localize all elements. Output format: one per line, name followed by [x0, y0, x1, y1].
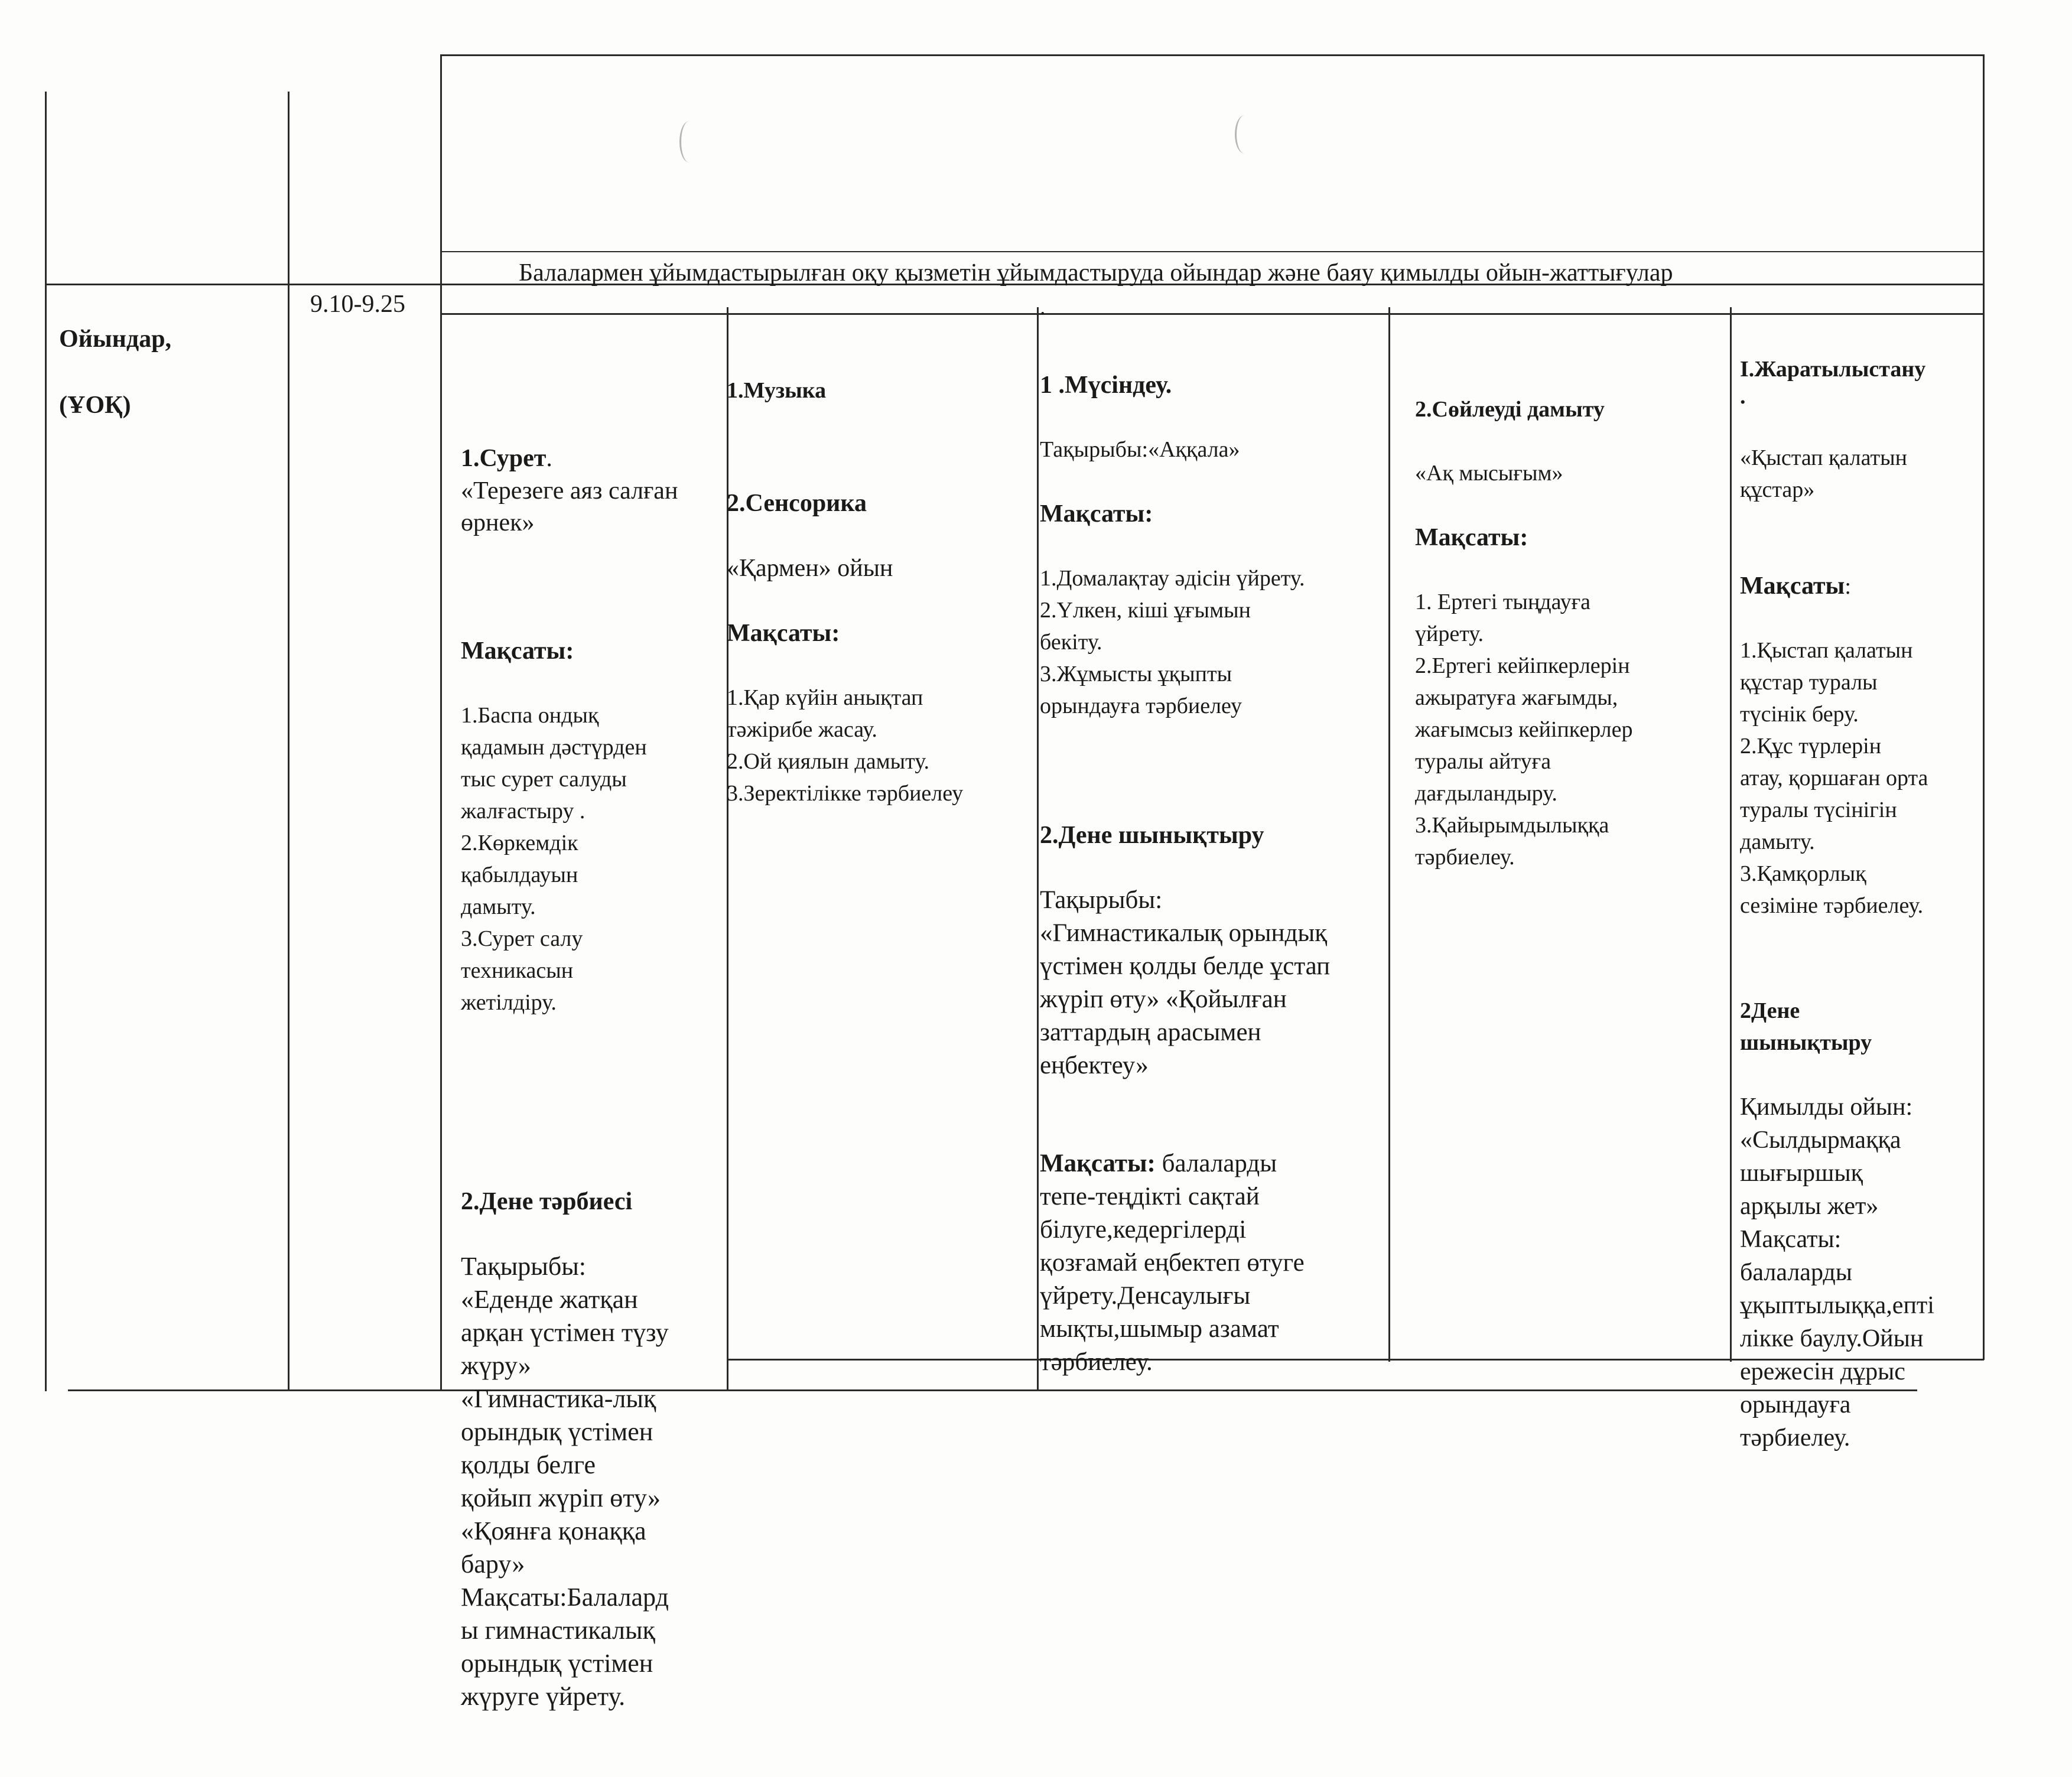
day-1-text-2: 1.Баспа ондық қадамын дәстүрден тыс сурет салуды жалғастыру . 2.Көркемдік қабылдауын дамыту. 3.Сурет салу техникасын жетілдіру. — [461, 703, 647, 1015]
day-1-block-1 — [461, 410, 721, 571]
day-1-text-1: «Терезеге аяз салған өрнек» — [461, 477, 678, 536]
outer-right-border — [1983, 54, 1985, 1360]
top-border-right — [440, 54, 1984, 56]
col-line-2 — [288, 92, 290, 1391]
day-5-title-3: 2Дене шынықтыру — [1740, 998, 1872, 1055]
col-line-5 — [1037, 307, 1039, 1391]
day-4-title-1: 2.Сөйлеуді дамыту — [1415, 397, 1605, 422]
col-line-1 — [45, 92, 47, 1391]
faint-mark — [679, 121, 699, 162]
activities-heading — [519, 256, 1984, 289]
day-2-text-3: 1.Қар күйін анықтап тәжірибе жасау. 2.Ой қиялын дамыту. 3.Зеректілікке тәрбиелеу — [727, 685, 964, 806]
day-4-text-1: «Ақ мысығым» — [1415, 461, 1563, 486]
col-line-3 — [440, 54, 442, 1391]
day-1-cell — [461, 378, 721, 1777]
day-3-text-4: балаларды тепе-теңдікті сақтай білуге,кедергілерді қозғамай еңбектеп өтуге үйрету.Денсаулығы мықты,шымыр азамат тәрбиелеу. — [1040, 1150, 1305, 1376]
day-1-title-1-tail: . — [546, 445, 552, 472]
day-4-cell — [1415, 362, 1728, 905]
col-line-6 — [1388, 307, 1390, 1362]
day-3-text-2: 1.Домалақтау әдісін үйрету. 2.Үлкен, кіші ұғымын бекіту. 3.Жұмысты ұқыпты орындауға тәрбиелеу — [1040, 566, 1305, 718]
day-1-title-2: Мақсаты: — [461, 637, 574, 665]
day-2-title-1: 1.Музыка — [727, 378, 827, 403]
day-3-title-2: Мақсаты: — [1040, 500, 1153, 528]
row-label-line2: (ҰОҚ) — [59, 392, 131, 419]
day-3-title-4: Мақсаты: — [1040, 1150, 1156, 1177]
day-4-title-2: Мақсаты: — [1415, 524, 1528, 551]
day-1-block-3 — [461, 1153, 721, 1745]
row-label — [59, 289, 278, 455]
day-4-text-2: 1. Ертегі тыңдауға үйрету. 2.Ертегі кейіпкерлерін ажыратуға жағымды, жағымсыз кейіпкерлер туралы айтуға дағдыландыру. 3.Қайырымдылыққа тәрбиелеу. — [1415, 590, 1633, 870]
day-5-goal-heading — [1740, 538, 1982, 603]
day-3-goal — [1040, 1114, 1388, 1379]
day-3-text-1: Тақырыбы:«Аққала» — [1040, 437, 1240, 462]
day-3-cell — [1040, 337, 1388, 1411]
day-5-cell — [1740, 324, 1982, 1486]
faint-mark — [1235, 115, 1254, 154]
day-5-title-2-tail: : — [1845, 574, 1851, 599]
top-subrow-line — [440, 251, 1984, 252]
day-2-cell — [727, 343, 1034, 841]
heading-text: Балалармен ұйымдастырылған оқу қызметін ұйымдастыруда ойындар және баяу қимылды ойын-жаттығулар — [519, 259, 1673, 287]
heading-underline — [440, 313, 1984, 315]
day-5-title-1: І.Жаратылыстану . — [1740, 357, 1926, 409]
day-1-title-3: 2.Дене тәрбиесі — [461, 1188, 633, 1215]
day-1-block-2 — [461, 603, 721, 1050]
row-label-line1: Ойындар, — [59, 326, 171, 353]
day-3-title-1: 1 .Мүсіндеу. — [1040, 372, 1172, 399]
day-3-title-3: 2.Дене шынықтыру — [1040, 822, 1264, 849]
day-2-title-2: 2.Сенсорика — [727, 490, 867, 517]
day-1-title-1: 1.Сурет — [461, 445, 547, 472]
bottom-border — [68, 1389, 1917, 1391]
day-3-text-3: Тақырыбы: «Гимнастикалық орындық үстімен қолды белде ұстап жүріп өту» «Қойылған заттардың арасымен еңбектеу» — [1040, 886, 1331, 1079]
col-line-7 — [1730, 307, 1732, 1362]
day-2-title-3: Мақсаты: — [727, 620, 840, 647]
day-2-text-2: «Қармен» ойын — [727, 555, 893, 582]
day-5-title-2: Мақсаты — [1740, 572, 1845, 600]
day-5-text-3: Қимылды ойын: «Сылдырмаққа шығыршық арқылы жет» Мақсаты: балаларды ұқыптылыққа,епті лікке баулу.Ойын ережесін дұрыс орындауға тәрбиелеу. — [1740, 1093, 1934, 1451]
time-range: 9.10-9.25 — [310, 291, 405, 318]
heading-tail: . — [1040, 295, 1046, 320]
day-5-text-1: «Қыстап қалатын құстар» — [1740, 445, 1907, 502]
day-5-text-2: 1.Қыстап қалатын құстар туралы түсінік беру. 2.Құс түрлерін атау, қоршаған орта туралы түсінігін дамыту. 3.Қамқорлық сезіміне тәрбиелеу. — [1740, 638, 1928, 918]
day-1-text-3: Тақырыбы: «Еденде жатқан арқан үстімен түзу жүру» «Гимнастика-лық орындық үстімен қолды белге қойып жүріп өту» «Қоянға қонаққа бару» Мақсаты:Балалард ы гимнастикалық орындық үстімен жүруге үйрету. — [461, 1252, 669, 1711]
